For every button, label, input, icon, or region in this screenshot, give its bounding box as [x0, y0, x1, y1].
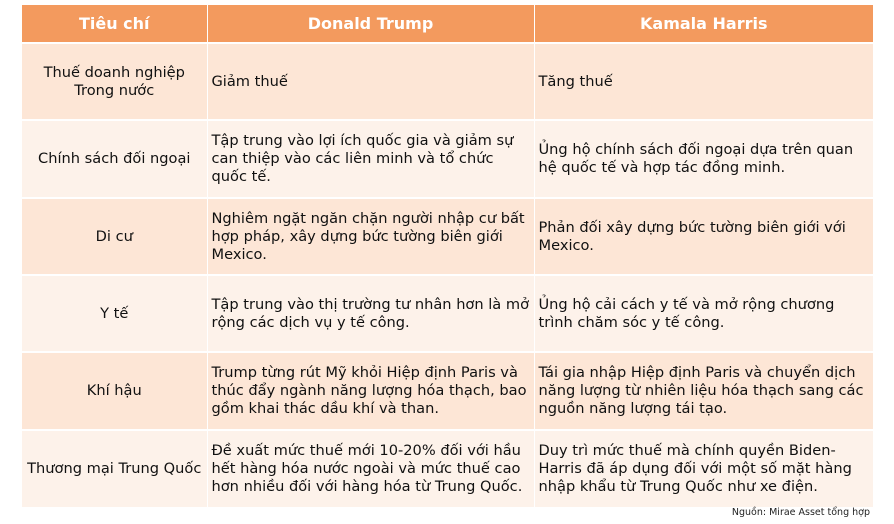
table-row	[22, 430, 873, 507]
criterion-cell: Y tế	[22, 275, 207, 352]
harris-cell: Duy trì mức thuế mà chính quyền Biden-Harris đã áp dụng đối với một số mặt hàng nhập khẩu từ Trung Quốc như xe điện.	[534, 430, 873, 507]
harris-cell: Tăng thuế	[534, 43, 873, 120]
trump-cell: Tập trung vào thị trường tư nhân hơn là mở rộng các dịch vụ y tế công.	[207, 275, 534, 352]
trump-cell: Nghiêm ngặt ngăn chặn người nhập cư bất hợp pháp, xây dựng bức tường biên giới Mexico.	[207, 198, 534, 275]
table-row	[22, 120, 873, 198]
harris-cell: Ủng hộ cải cách y tế và mở rộng chương trình chăm sóc y tế công.	[534, 275, 873, 352]
table-header-row	[22, 5, 873, 43]
table-row	[22, 43, 873, 120]
criterion-cell: Thương mại Trung Quốc	[22, 430, 207, 507]
header-criteria: Tiêu chí	[22, 5, 207, 43]
trump-cell: Giảm thuế	[207, 43, 534, 120]
source-note: Nguồn: Mirae Asset tổng hợp	[731, 507, 870, 518]
header-trump: Donald Trump	[207, 5, 534, 43]
table-row	[22, 198, 873, 275]
trump-cell: Đề xuất mức thuế mới 10-20% đối với hầu hết hàng hóa nước ngoài và mức thuế cao hơn nhiều đối với hàng hóa từ Trung Quốc.	[207, 430, 534, 507]
criterion-cell: Di cư	[22, 198, 207, 275]
harris-cell: Tái gia nhập Hiệp định Paris và chuyển dịch năng lượng từ nhiên liệu hóa thạch sang các nguồn năng lượng tái tạo.	[534, 352, 873, 430]
criterion-cell: Khí hậu	[22, 352, 207, 430]
criterion-cell: Chính sách đối ngoại	[22, 120, 207, 198]
header-harris: Kamala Harris	[534, 5, 873, 43]
criterion-cell: Thuế doanh nghiệp Trong nước	[22, 43, 207, 120]
comparison-table	[22, 5, 873, 507]
harris-cell: Phản đối xây dựng bức tường biên giới với Mexico.	[534, 198, 873, 275]
trump-cell: Trump từng rút Mỹ khỏi Hiệp định Paris và thúc đẩy ngành năng lượng hóa thạch, bao gồm khai thác dầu khí và than.	[207, 352, 534, 430]
table-row	[22, 352, 873, 430]
trump-cell: Tập trung vào lợi ích quốc gia và giảm sự can thiệp vào các liên minh và tổ chức quốc tế.	[207, 120, 534, 198]
harris-cell: Ủng hộ chính sách đối ngoại dựa trên quan hệ quốc tế và hợp tác đồng minh.	[534, 120, 873, 198]
table-row	[22, 275, 873, 352]
